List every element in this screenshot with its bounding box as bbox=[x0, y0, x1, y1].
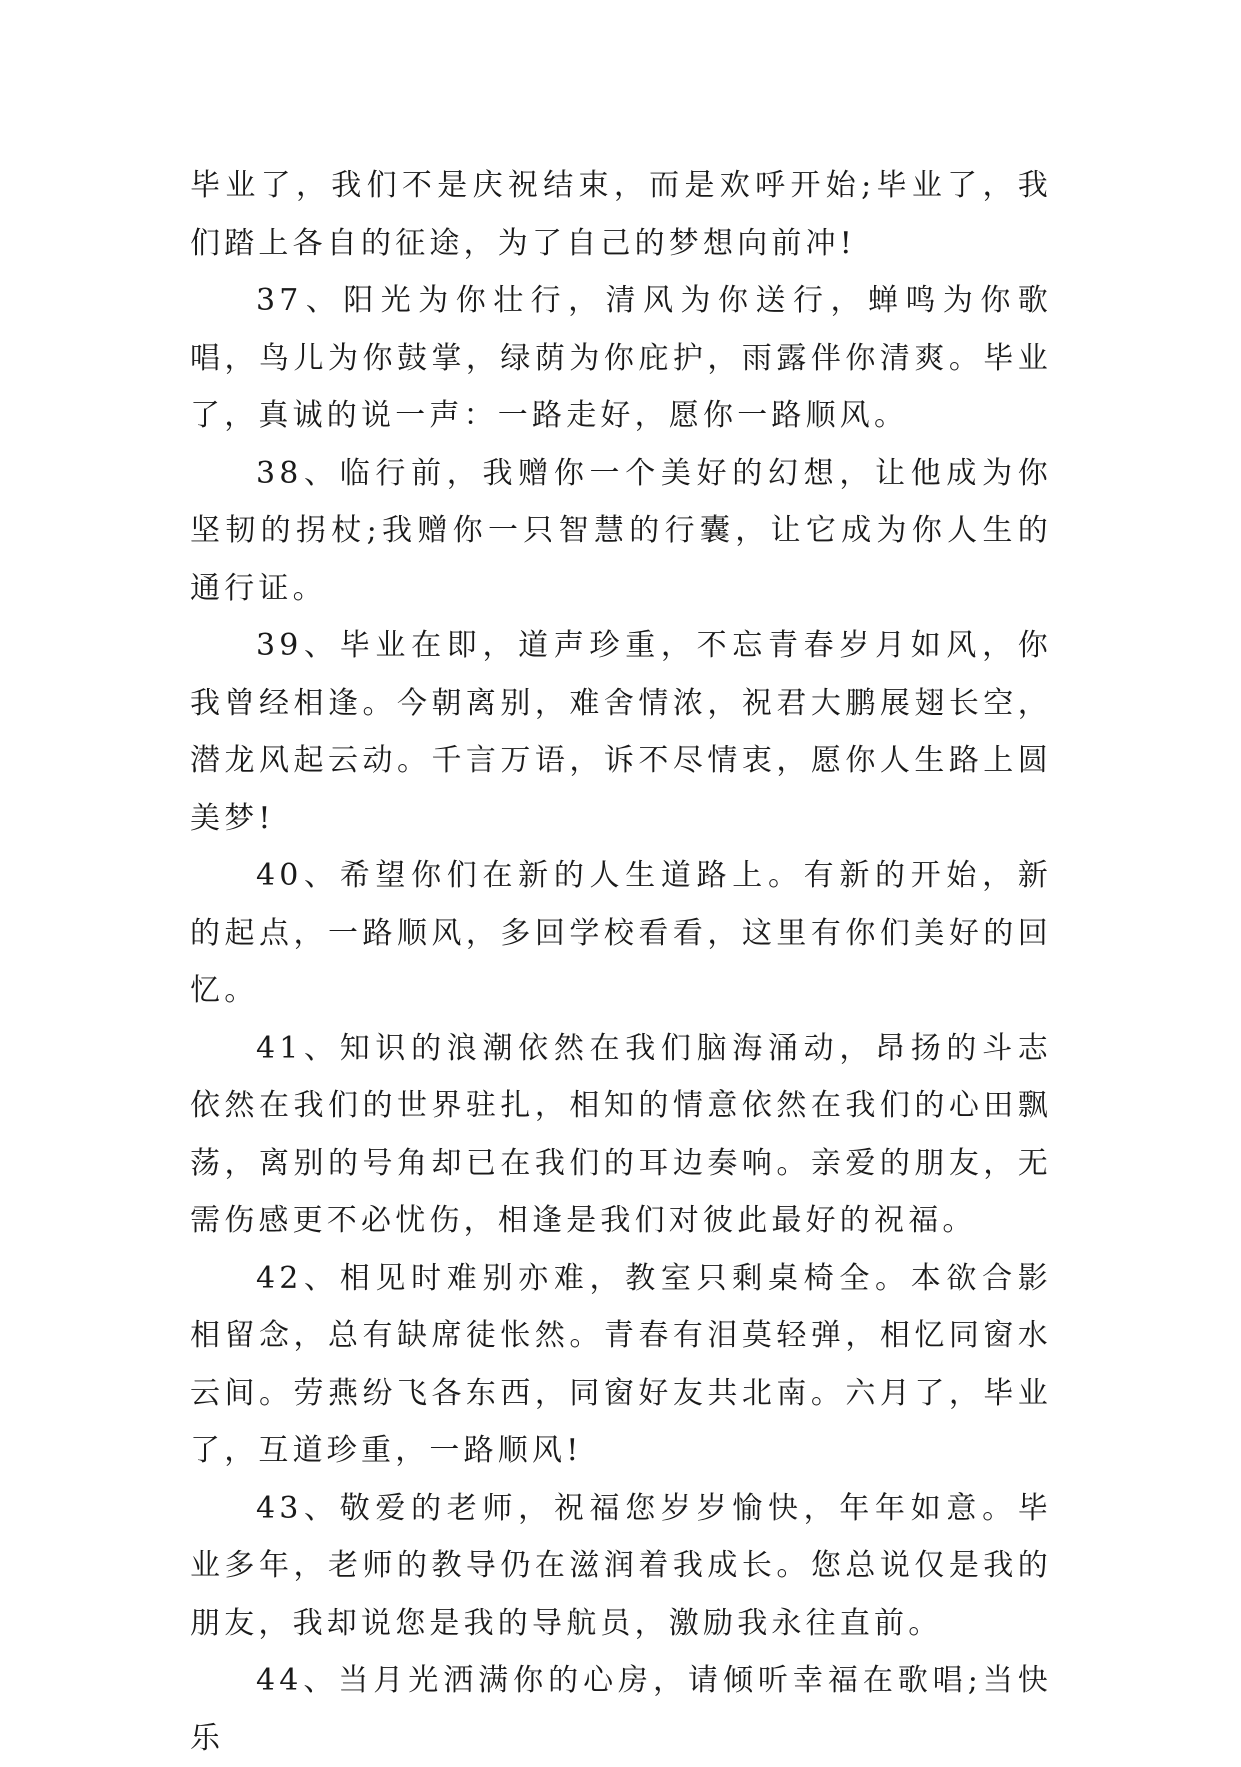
paragraph: 毕业了，我们不是庆祝结束，而是欢呼开始;毕业了，我们踏上各自的征途，为了自己的梦想向前冲! bbox=[190, 168, 1052, 261]
paragraph: 44、当月光洒满你的心房，请倾听幸福在歌唱;当快乐 bbox=[190, 1663, 1052, 1756]
document-body bbox=[190, 157, 1052, 1767]
paragraph: 39、毕业在即，道声珍重，不忘青春岁月如风，你我曾经相逢。今朝离别，难舍情浓，祝君大鹏展翅长空，潜龙风起云动。千言万语，诉不尽情衷，愿你人生路上圆美梦! bbox=[190, 628, 1052, 836]
paragraph: 40、希望你们在新的人生道路上。有新的开始，新的起点，一路顺风，多回学校看看，这里有你们美好的回忆。 bbox=[190, 858, 1052, 1008]
paragraph: 43、敬爱的老师，祝福您岁岁愉快，年年如意。毕业多年，老师的教导仍在滋润着我成长。您总说仅是我的朋友，我却说您是我的导航员，激励我永往直前。 bbox=[190, 1490, 1052, 1641]
paragraph: 37、阳光为你壮行，清风为你送行，蝉鸣为你歌唱，鸟儿为你鼓掌，绿荫为你庇护，雨露伴你清爽。毕业了，真诚的说一声：一路走好，愿你一路顺风。 bbox=[190, 283, 1052, 433]
paragraph: 42、相见时难别亦难，教室只剩桌椅全。本欲合影相留念，总有缺席徒怅然。青春有泪莫轻弹，相忆同窗水云间。劳燕纷飞各东西，同窗好友共北南。六月了，毕业了，互道珍重，一路顺风! bbox=[190, 1260, 1052, 1468]
paragraph: 41、知识的浪潮依然在我们脑海涌动，昂扬的斗志依然在我们的世界驻扎，相知的情意依然在我们的心田飘荡，离别的号角却已在我们的耳边奏响。亲爱的朋友，无需伤感更不必忧伤，相逢是我们对彼此最好的祝福。 bbox=[190, 1030, 1052, 1238]
paragraph: 38、临行前，我赠你一个美好的幻想，让他成为你坚韧的拐杖;我赠你一只智慧的行囊，让它成为你人生的通行证。 bbox=[190, 455, 1052, 606]
